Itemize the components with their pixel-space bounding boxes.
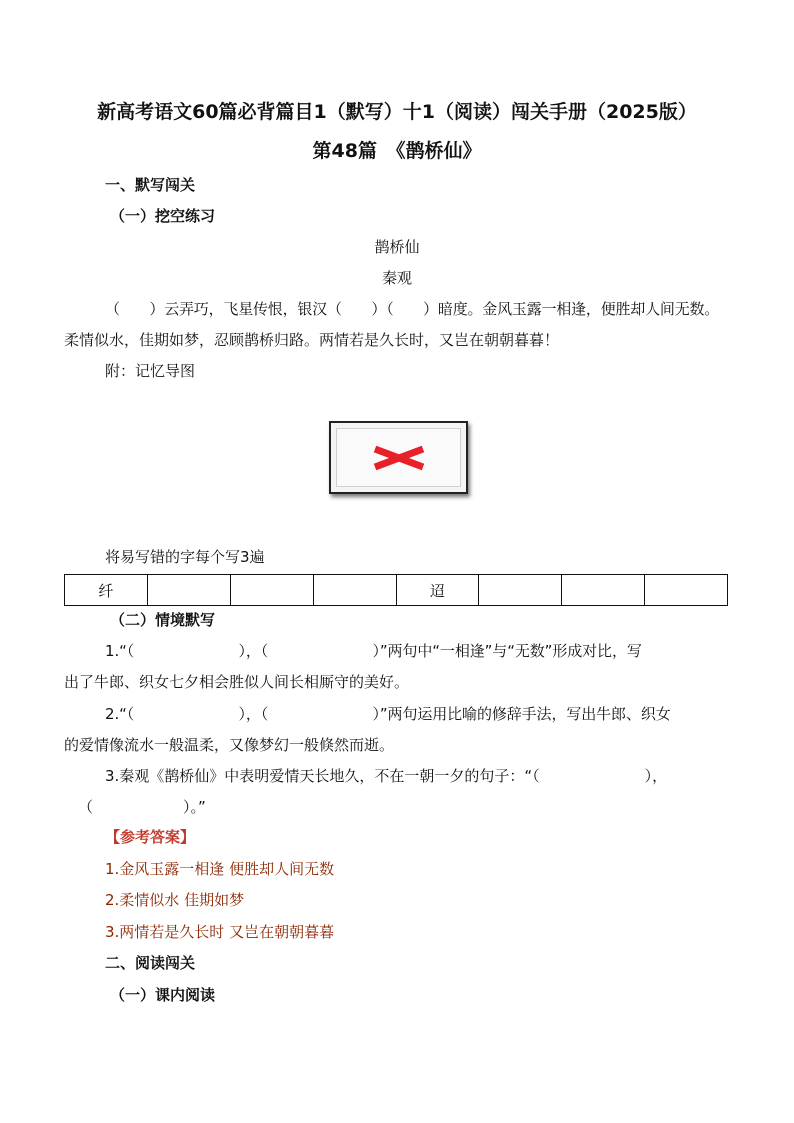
poem-line-2: 柔情似水，佳期如梦，忍顾鹊桥归路。两情若是久长时，又岂在朝朝暮暮！: [64, 331, 560, 349]
document-subtitle: 第48篇 《鹊桥仙》: [312, 140, 482, 162]
mindmap-label: 附：记忆导图: [105, 362, 196, 380]
poem-title: 鹊桥仙: [374, 238, 420, 256]
grid-cell[interactable]: [147, 575, 230, 606]
subsection-heading-in-class-reading: （一）课内阅读: [110, 986, 216, 1004]
broken-image-icon: [337, 429, 460, 486]
character-writing-grid: [64, 574, 728, 606]
subsection-heading-fill-blank: （一）挖空练习: [110, 207, 216, 225]
question-2-line-1: 2.“（ ），（ ）”两句运用比喻的修辞手法，写出牛郎、织女: [105, 705, 671, 723]
poem-author: 秦观: [381, 269, 412, 287]
grid-cell[interactable]: [645, 575, 728, 606]
answer-3: 3.两情若是久长时 又岂在朝朝暮暮: [105, 923, 335, 941]
question-3-line-2: （ ）。”: [78, 798, 206, 816]
question-3-line-1: 3.秦观《鹊桥仙》中表明爱情天长地久，不在一朝一夕的句子：“（ ），: [105, 767, 668, 785]
document-title: 新高考语文60篇必背篇目1（默写）十1（阅读）闯关手册（2025版）: [97, 101, 697, 123]
grid-cell[interactable]: [562, 575, 645, 606]
answer-1: 1.金风玉露一相逢 便胜却人间无数: [105, 860, 335, 878]
grid-cell[interactable]: [313, 575, 396, 606]
answer-2: 2.柔情似水 佳期如梦: [105, 891, 245, 909]
subsection-heading-context-dictation: （二）情境默写: [110, 611, 216, 629]
section-heading-dictation: 一、默写闯关: [105, 176, 196, 194]
grid-cell[interactable]: 迢: [396, 575, 479, 606]
poem-line-1: （ ）云弄巧，飞星传恨，银汉（ ）（ ）暗度。金风玉露一相逢，便胜却人间无数。: [105, 300, 720, 318]
question-1-line-2: 出了牛郎、织女七夕相会胜似人间长相厮守的美好。: [64, 673, 410, 691]
answer-heading: 【参考答案】: [105, 828, 196, 846]
writing-instruction: 将易写错的字每个写3遍: [105, 548, 265, 566]
grid-cell[interactable]: [230, 575, 313, 606]
question-1-line-1: 1.“（ ），（ ）”两句中“一相逢”与“无数”形成对比，写: [105, 642, 642, 660]
mindmap-image-placeholder: [329, 421, 468, 494]
grid-cell[interactable]: [479, 575, 562, 606]
section-heading-reading: 二、阅读闯关: [105, 954, 196, 972]
grid-cell[interactable]: 纤: [65, 575, 148, 606]
question-2-line-2: 的爱情像流水一般温柔，又像梦幻一般倏然而逝。: [64, 736, 395, 754]
